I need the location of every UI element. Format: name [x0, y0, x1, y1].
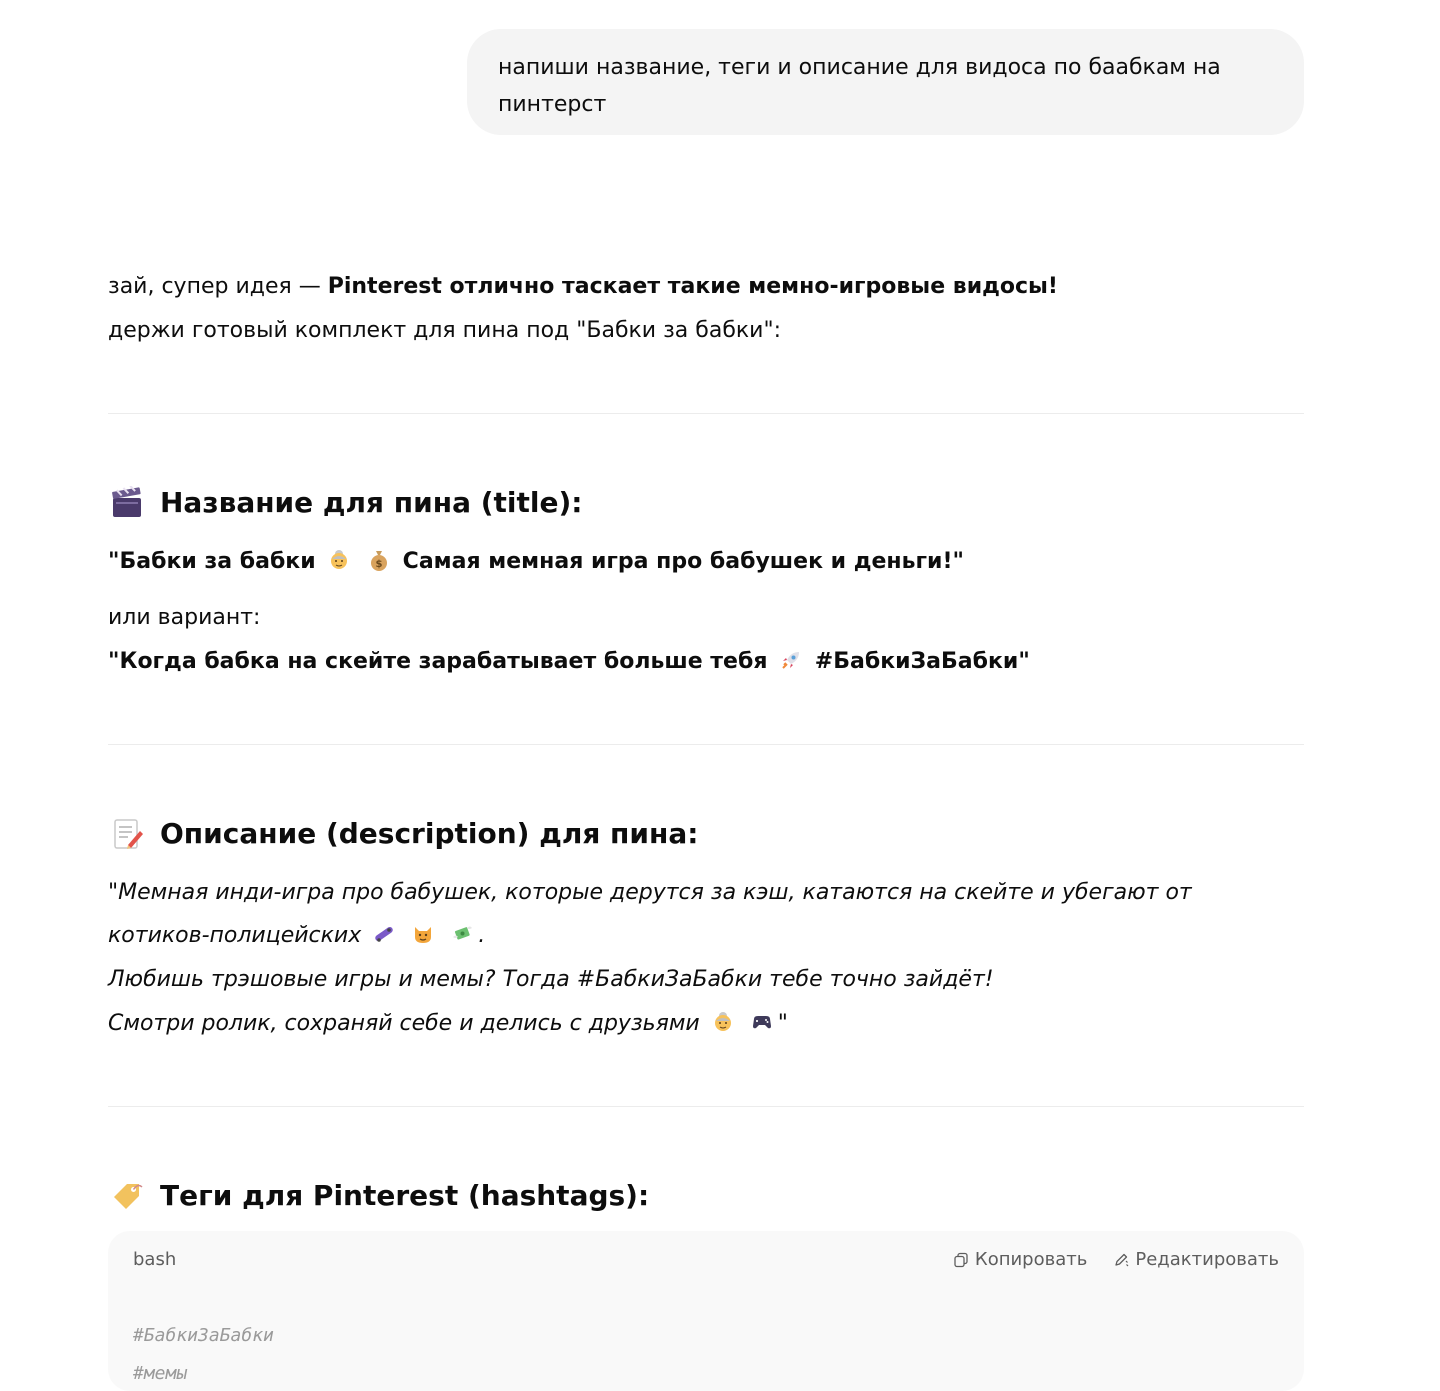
cat-icon — [411, 922, 435, 946]
memo-icon — [110, 817, 144, 851]
pencil-icon — [1113, 1252, 1129, 1268]
copy-label: Копировать — [974, 1249, 1088, 1270]
skateboard-icon — [372, 922, 396, 946]
intro-bold-text: Pinterest отлично таскает такие мемно-игровые видосы! — [327, 274, 1058, 299]
edit-button[interactable] — [1113, 1247, 1279, 1273]
heading-text: Описание (description) для пина: — [160, 817, 699, 850]
intro-line: держи готовый комплект для пина под "Бабки за бабки": — [108, 318, 781, 343]
description-line: "Мемная инди-игра про бабушек, которые дерутся за кэш, катаются на скейте и убегают от — [108, 880, 1192, 905]
user-message-line: напиши название, теги и описание для видоса по баабкам на — [498, 55, 1221, 80]
copy-button[interactable] — [953, 1247, 1087, 1273]
title-option-text: #БабкиЗаБабки" — [814, 649, 1030, 674]
or-label: или вариант: — [108, 605, 261, 630]
description-text: " — [777, 1011, 788, 1036]
rocket-icon — [779, 648, 803, 672]
label-icon — [110, 1179, 144, 1213]
description-line — [108, 1009, 788, 1039]
svg-text:$: $ — [375, 559, 383, 570]
code-line: #мемы — [133, 1363, 188, 1384]
copy-icon — [953, 1252, 969, 1268]
edit-label: Редактировать — [1135, 1249, 1279, 1270]
clapperboard-icon — [110, 486, 144, 520]
title-option-text: "Когда бабка на скейте зарабатывает больше тебя — [108, 649, 768, 674]
intro-line — [108, 272, 1058, 302]
money-bag-icon — [367, 548, 391, 572]
code-line: #БабкиЗаБабки — [133, 1325, 274, 1346]
divider — [108, 1106, 1304, 1107]
divider — [108, 744, 1304, 745]
title-section-heading — [110, 483, 582, 523]
description-line: Любишь трэшовые игры и мемы? Тогда #БабкиЗаБабки тебе точно зайдёт! — [108, 967, 994, 992]
tags-section-heading — [110, 1176, 649, 1216]
heading-text: Теги для Pinterest (hashtags): — [160, 1179, 650, 1212]
code-language-label: bash — [133, 1249, 177, 1270]
intro-text: зай, супер идея — — [108, 274, 328, 299]
old-woman-icon — [327, 548, 351, 572]
code-block — [108, 1231, 1304, 1391]
money-with-wings-icon — [450, 922, 474, 946]
description-section-heading — [110, 814, 698, 854]
description-text: котиков-полицейских — [108, 923, 362, 948]
description-line — [108, 921, 485, 951]
video-game-icon — [750, 1010, 774, 1034]
description-text: . — [478, 923, 486, 948]
title-option-1 — [108, 547, 964, 577]
code-content — [133, 1317, 274, 1391]
old-woman-icon — [711, 1010, 735, 1034]
title-option-2 — [108, 647, 1030, 677]
title-option-text: Самая мемная игра про бабушек и деньги!" — [402, 549, 964, 574]
divider — [108, 413, 1304, 414]
code-actions — [953, 1247, 1279, 1273]
user-message-line: пинтерст — [498, 92, 607, 117]
description-text: Смотри ролик, сохраняй себе и делись с друзьями — [108, 1011, 700, 1036]
title-option-text: "Бабки за бабки — [108, 549, 316, 574]
user-message-bubble — [467, 29, 1304, 135]
heading-text: Название для пина (title): — [160, 486, 583, 519]
